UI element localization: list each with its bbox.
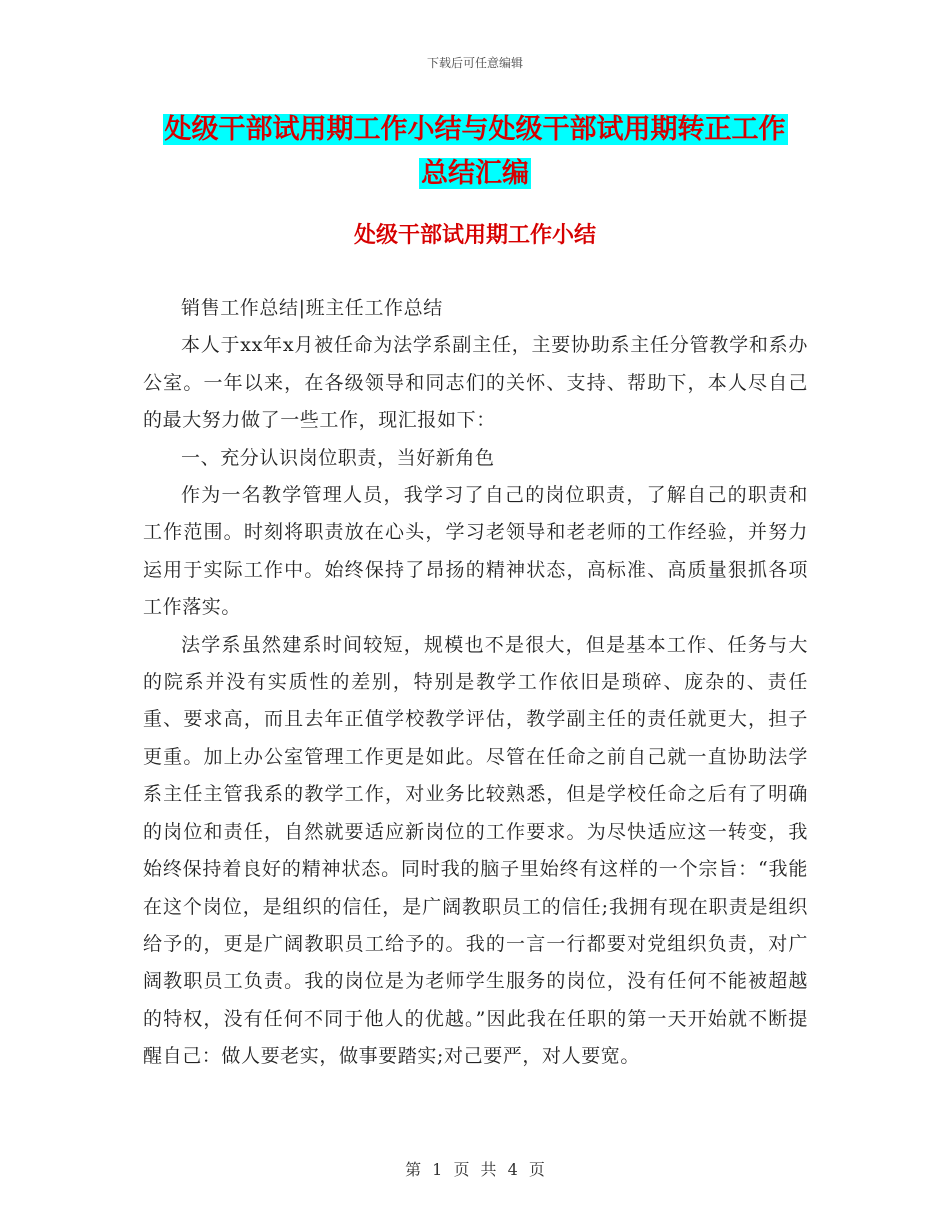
paragraph-body-1: 作为一名教学管理人员，我学习了自己的岗位职责，了解自己的职责和工作范围。时刻将职责放在心头，学习老领导和老老师的工作经验，并努力运用于实际工作中。始终保持了昂扬的精神状态，高标准、高质量狠抓各项工作落实。: [143, 484, 808, 619]
paragraph-tags: 销售工作总结|班主任工作总结: [181, 297, 443, 319]
header-note: 下载后可任意编辑: [426, 56, 523, 70]
page-number: 第 1 页 共 4 页: [405, 1160, 545, 1179]
paragraph-intro: 本人于xx年x月被任命为法学系副主任，主要协助系主任分管教学和系办公室。一年以来，在各级领导和同志们的关怀、支持、帮助下，本人尽自己的最大努力做了一些工作，现汇报如下：: [143, 334, 808, 432]
paragraph-body-2: 法学系虽然建系时间较短，规模也不是很大，但是基本工作、任务与大的院系并没有实质性的差别，特别是教学工作依旧是琐碎、庞杂的、责任重、要求高，而且去年正值学校教学评估，教学副主任的责任就更大，担子更重。加上办公室管理工作更是如此。尽管在任命之前自己就一直协助法学系主任主管我系的教学工作，对业务比较熟悉，但是学校任命之后有了明确的岗位和责任，自然就要适应新岗位的工作要求。为尽快适应这一转变，我始终保持着良好的精神状态。同时我的脑子里始终有这样的一个宗旨：“我能在这个岗位，是组织的信任，是广阔教职员工的信任;我拥有现在职责是组织给予的，更是广阔教职员工给予的。我的一言一行都要对党组织负责，对广阔教职员工负责。我的岗位是为老师学生服务的岗位，没有任何不能被超越的特权，没有任何不同于他人的优越。”因此我在任职的第一天开始就不断提醒自己：做人要老实，做事要踏实;对己要严，对人要宽。: [143, 633, 808, 1068]
document-title: [140, 108, 810, 196]
document-body: [143, 290, 808, 1076]
paragraph-heading-1: 一、充分认识岗位职责，当好新角色: [181, 446, 495, 469]
document-title-line-1: 处级干部试用期工作小结与处级干部试用期转正工作: [164, 114, 786, 145]
document-title-line-2: 总结汇编: [421, 158, 529, 189]
section-title: 处级干部试用期工作小结: [353, 223, 596, 248]
